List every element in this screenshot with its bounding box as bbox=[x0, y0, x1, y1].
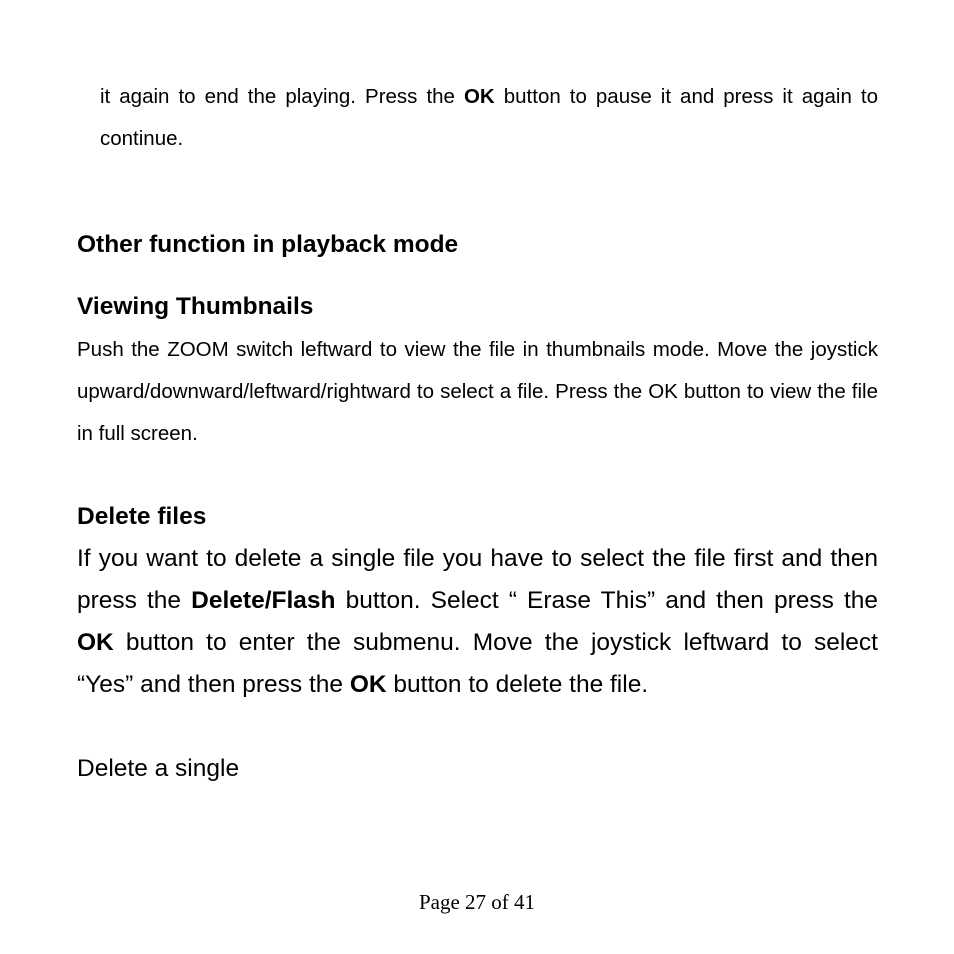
delete-flash-bold: Delete/Flash bbox=[191, 587, 336, 614]
delete-files-paragraph bbox=[77, 538, 878, 706]
section-title: Other function in playback mode bbox=[77, 231, 459, 258]
delete-files-heading: Delete files bbox=[77, 503, 207, 530]
intro-text-1: it again to end the playing. Press the bbox=[100, 85, 464, 108]
delete-text-2: button. Select “ Erase This” and then press the bbox=[335, 587, 878, 614]
delete-text-4: button to delete the file. bbox=[386, 671, 649, 698]
intro-paragraph bbox=[100, 76, 878, 160]
delete-ok-bold-2: OK bbox=[349, 671, 387, 698]
intro-ok-bold: OK bbox=[463, 85, 495, 108]
page-number: Page 27 of 41 bbox=[418, 890, 536, 914]
thumbnails-paragraph: Push the ZOOM switch leftward to view the file in thumbnails mode. Move the joystick upward/downward/leftward/rightward to select a file. Press the OK button to view the file in full screen. bbox=[77, 338, 878, 445]
delete-text-3: button to enter the submenu. Move the joystick leftward to select “Yes” and then press the bbox=[77, 629, 878, 698]
delete-single-line: Delete a single bbox=[77, 755, 240, 782]
thumbnails-heading: Viewing Thumbnails bbox=[77, 293, 314, 320]
delete-ok-bold-1: OK bbox=[77, 629, 114, 656]
delete-text-1: If you want to delete a single file you have to select the file first and then press the bbox=[77, 545, 878, 614]
intro-text-2: button to pause it and press it again to continue. bbox=[100, 85, 878, 150]
